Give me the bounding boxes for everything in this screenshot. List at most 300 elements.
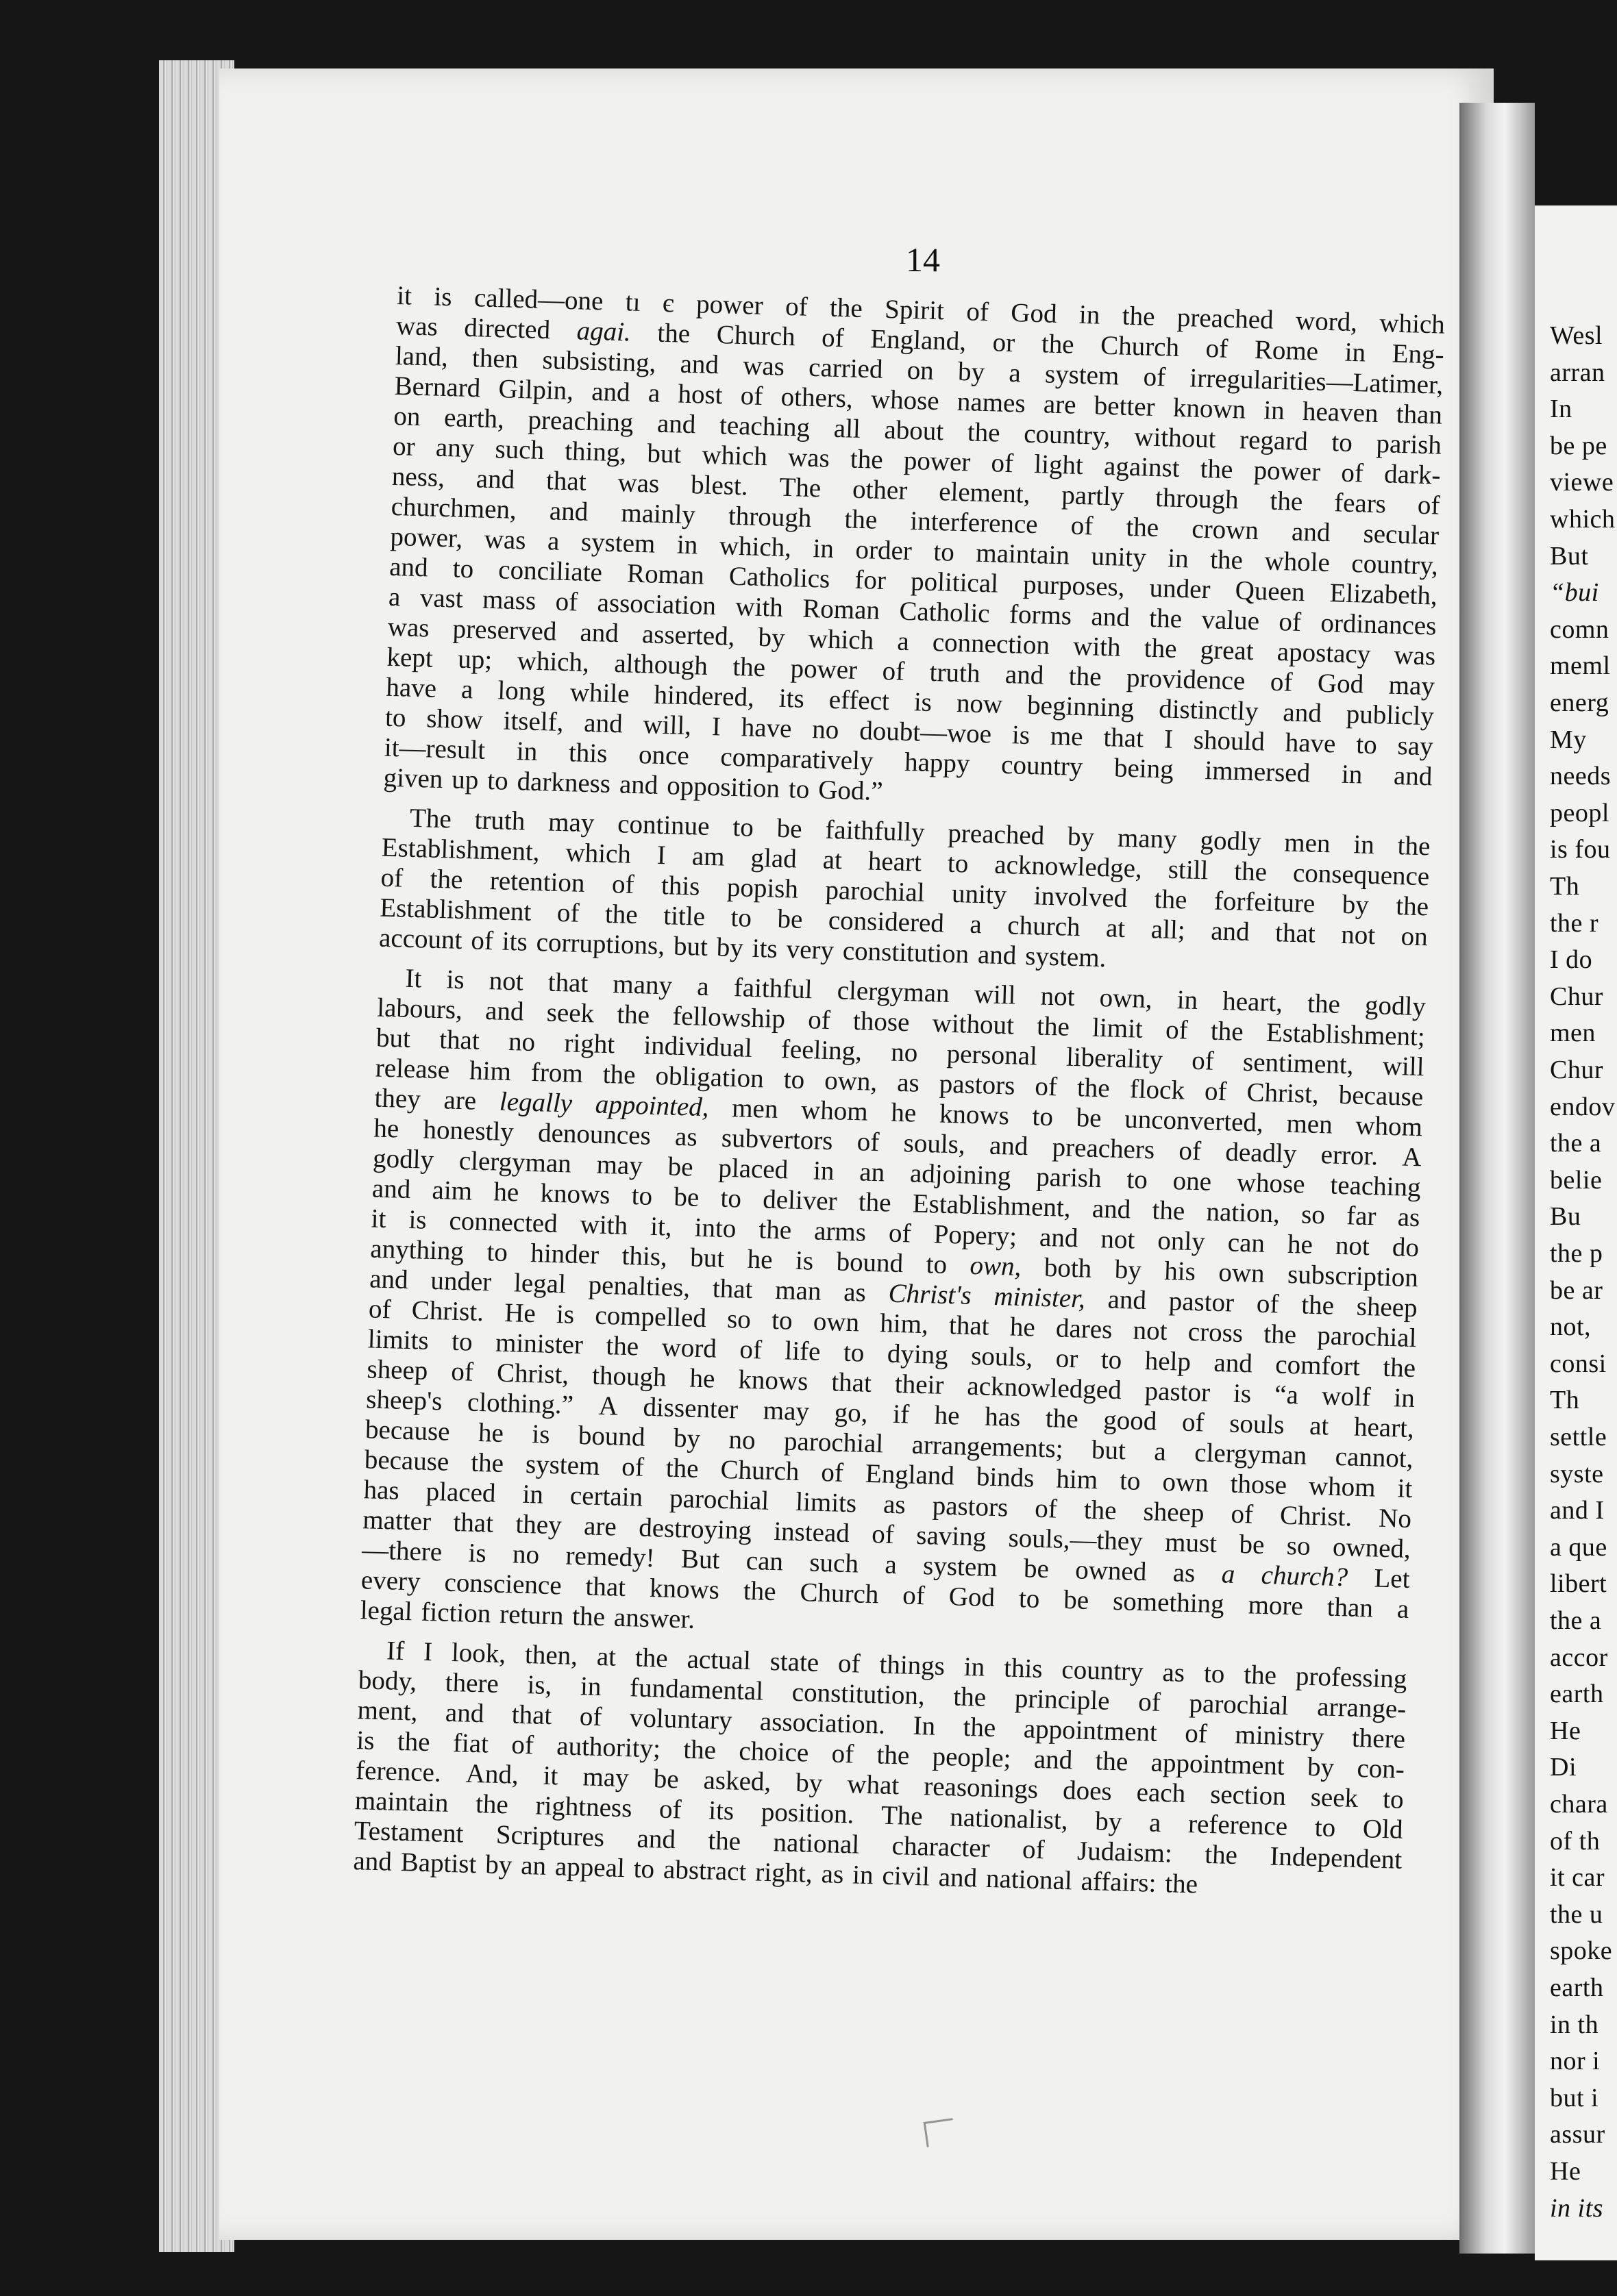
word: the [1164, 1869, 1198, 1899]
word: appointed, [595, 1089, 710, 1123]
word: of [1034, 1071, 1058, 1102]
word: Catholics [728, 561, 830, 594]
word: country, [1350, 549, 1439, 581]
word: he [1287, 1229, 1313, 1260]
word: the [967, 417, 1001, 448]
word: at [822, 845, 843, 875]
word: own, [824, 1065, 878, 1097]
facing-page-fragment: needs [1550, 762, 1612, 791]
facing-page-fragment: Chur [1550, 1056, 1603, 1084]
word: The [880, 1800, 924, 1832]
word: error. [1320, 1140, 1379, 1171]
word: a [1396, 1594, 1409, 1624]
word: because [365, 1414, 451, 1447]
word: If [386, 1636, 405, 1667]
word: comfort [1274, 1349, 1361, 1382]
word: not [1133, 1315, 1168, 1346]
word: owned, [1332, 1532, 1411, 1564]
word: the [952, 1682, 987, 1712]
facing-page-fragment: Bu [1550, 1202, 1581, 1232]
word: truth [929, 657, 981, 688]
word: and [1004, 659, 1044, 690]
facing-page-fragment: is fou [1550, 835, 1611, 864]
word: no [890, 1037, 918, 1068]
word: the [758, 1214, 792, 1245]
word: is [913, 687, 933, 718]
facing-page-fragment: be pe [1550, 431, 1607, 460]
word: of [368, 1294, 392, 1325]
word: Spirit [884, 294, 945, 326]
word: power [903, 445, 971, 477]
word: pastor [1144, 1376, 1211, 1408]
word: to [486, 765, 509, 796]
word: popish [726, 872, 799, 904]
word: the [1152, 1195, 1185, 1226]
word: and [1107, 1284, 1147, 1316]
facing-page-fragment: Wesl [1550, 321, 1603, 350]
word: it [396, 281, 412, 311]
word: to [732, 812, 754, 843]
word: show [425, 703, 484, 735]
word: is [556, 1299, 575, 1330]
word: so [1300, 1199, 1326, 1230]
word: may [763, 1395, 810, 1427]
word: dark- [1383, 459, 1442, 490]
word: and [352, 1846, 393, 1877]
word: up [451, 764, 479, 795]
word: at [596, 1641, 617, 1672]
word: things [879, 1649, 946, 1682]
word: both [1044, 1252, 1092, 1284]
word: him [1055, 1464, 1098, 1495]
word: the [743, 1575, 777, 1607]
facing-page-fragment: assur [1550, 2120, 1605, 2149]
word: Church [799, 1577, 879, 1610]
word: called—one [473, 283, 604, 316]
facing-page-fragment: comn [1550, 614, 1609, 644]
word: tı [625, 287, 641, 317]
facing-page-fragment: it car [1550, 1863, 1605, 1893]
word: of [1137, 1687, 1161, 1717]
word: Judaism: [1076, 1836, 1173, 1869]
word: a [969, 909, 983, 940]
word: to [384, 702, 407, 733]
word: be [1023, 1553, 1050, 1584]
word: limits [367, 1324, 430, 1356]
word: this [661, 871, 701, 901]
word: or [1055, 1343, 1078, 1374]
word: host [677, 379, 724, 410]
word: and [938, 1862, 978, 1893]
facing-page-fragment: I do [1550, 945, 1593, 975]
word: the [1122, 301, 1156, 332]
word: look, [451, 1637, 506, 1669]
word: system [922, 1551, 998, 1583]
word: hindered, [654, 679, 755, 712]
word: not [1100, 1224, 1135, 1255]
word: thing, [564, 436, 627, 468]
word: by [1307, 1751, 1335, 1783]
word: it [371, 1203, 387, 1234]
word: matter [362, 1505, 432, 1537]
word: are [1043, 389, 1077, 420]
word: of [470, 925, 494, 956]
word: and [484, 996, 525, 1027]
word: penalties, [588, 1270, 691, 1303]
word: to [788, 774, 810, 805]
word: the [1154, 884, 1188, 915]
paragraph [353, 1635, 1407, 1906]
word: hinder [530, 1238, 600, 1270]
word: He [504, 1297, 536, 1329]
word: is [356, 1725, 375, 1756]
word: the [475, 1789, 509, 1820]
word: compelled [594, 1300, 707, 1334]
word: its [778, 683, 805, 714]
word: saving [915, 1520, 987, 1552]
word: in [1341, 759, 1363, 790]
word: in [1176, 985, 1198, 1016]
word: Church [1100, 330, 1180, 362]
facing-page-fragment: peopl [1550, 798, 1609, 827]
word: system [580, 527, 656, 559]
word: parish [1035, 1162, 1102, 1194]
word: civil [881, 1860, 930, 1892]
word: may [582, 1762, 630, 1793]
word: publicly [1346, 699, 1435, 732]
word: is [445, 964, 465, 995]
word: and [591, 376, 631, 408]
facing-page-fragment: not, [1550, 1312, 1592, 1342]
word: mass [482, 584, 536, 616]
word: its [752, 933, 778, 964]
word: in [1078, 299, 1100, 330]
word: does [1062, 1775, 1113, 1806]
word: at [1309, 1410, 1329, 1441]
word: no [512, 1539, 540, 1570]
word: but [689, 1243, 725, 1273]
word: the [1045, 1403, 1079, 1434]
word: that [547, 967, 589, 999]
word: regard [1239, 425, 1309, 457]
word: system [525, 1449, 600, 1481]
facing-page-fragment: earth [1550, 1680, 1604, 1709]
word: on [906, 355, 935, 386]
word: in [813, 1156, 835, 1186]
word: own [813, 1306, 860, 1338]
word: on [1400, 921, 1429, 952]
word: association. [759, 1706, 886, 1740]
word: a [896, 626, 910, 657]
word: limit [1091, 1012, 1144, 1044]
word: to [933, 537, 955, 567]
word: system [1044, 359, 1120, 391]
word: of [1184, 1718, 1208, 1749]
word: forfeiture [1213, 886, 1316, 919]
word: against [1103, 451, 1181, 483]
word: he [689, 1363, 716, 1394]
word: and [388, 551, 429, 583]
word: clergyman [837, 975, 950, 1008]
word: kept [386, 642, 434, 673]
facing-page-fragment: meml [1550, 651, 1611, 681]
facing-page-fragment: viewe [1550, 468, 1614, 497]
word: not [489, 966, 524, 997]
word: Roman [802, 593, 880, 625]
word: power, [389, 521, 463, 553]
book-gutter [1459, 103, 1535, 2254]
word: it—result [384, 732, 486, 765]
word: affairs: [1081, 1866, 1157, 1898]
word: clergyman [1194, 1438, 1307, 1471]
word: subscription [1287, 1259, 1419, 1293]
body-text [353, 281, 1445, 1906]
word: connection [932, 627, 1050, 660]
word: Christ, [496, 1358, 569, 1390]
word: minister [495, 1327, 584, 1360]
word: godly [1200, 825, 1262, 857]
word: remedy! [565, 1540, 656, 1573]
word: no [811, 714, 839, 745]
word: of [1034, 1493, 1058, 1524]
facing-page-fragment: which [1550, 505, 1616, 534]
word: right, [754, 1857, 813, 1888]
word: and [583, 708, 624, 739]
word: without [932, 1008, 1015, 1040]
word: Catholic [898, 596, 991, 629]
facing-page-fragment: chara [1550, 1790, 1608, 1819]
word: a [460, 674, 474, 705]
word: order [855, 534, 913, 566]
word: the [397, 1726, 431, 1758]
word: by [716, 932, 744, 963]
word: Testament [354, 1816, 465, 1849]
word: and [637, 1823, 676, 1855]
word: may [596, 1149, 643, 1181]
word: by [1067, 821, 1095, 852]
word: those [1230, 1469, 1287, 1500]
word: constitution [842, 936, 970, 969]
word: distinctly [1158, 694, 1259, 727]
word: parochial [783, 1426, 884, 1459]
word: of [1256, 1288, 1280, 1319]
word: In [913, 1710, 936, 1741]
word: something [1112, 1586, 1225, 1619]
word: ment, [357, 1695, 419, 1727]
word: deadly [1224, 1137, 1297, 1169]
word: no [508, 1026, 536, 1058]
word: under [1149, 573, 1211, 605]
word: faithfully [824, 814, 926, 847]
word: the [850, 444, 884, 475]
facing-page-fragment: But [1550, 541, 1589, 571]
word: an [859, 1157, 885, 1188]
word: the [1300, 1290, 1335, 1321]
word: association [597, 588, 717, 621]
word: return [499, 1599, 565, 1631]
word: word, [1295, 305, 1358, 338]
word: have [1285, 727, 1336, 759]
word: liberality [1065, 1042, 1163, 1075]
word: parochial [1188, 1688, 1289, 1721]
word: though [591, 1360, 667, 1393]
word: the [1395, 891, 1429, 922]
word: agai. [576, 316, 632, 347]
word: ministry [1234, 1719, 1325, 1752]
word: to [947, 848, 969, 879]
word: the [1144, 633, 1178, 664]
word: he [1009, 1312, 1036, 1343]
word: God [1317, 668, 1364, 699]
word: darkness [517, 766, 611, 799]
word: unity [951, 878, 1007, 910]
word: appointment [1023, 1714, 1158, 1747]
word: maintain [354, 1786, 449, 1818]
word: to [843, 1337, 865, 1368]
word: and [1213, 1347, 1253, 1379]
facing-page-fragment: energ [1550, 688, 1609, 717]
word: preachers [1052, 1132, 1155, 1165]
word: it [543, 1760, 559, 1791]
word: be [1063, 1584, 1089, 1615]
word: that [1102, 723, 1144, 753]
word: aim [432, 1175, 473, 1206]
word: long [497, 675, 546, 707]
word: to [783, 1064, 805, 1095]
word: and [1393, 760, 1433, 792]
word: happy [904, 747, 971, 779]
word: irregularities—Latimer, [1189, 363, 1444, 400]
word: to [1314, 1812, 1336, 1843]
word: the [1307, 988, 1341, 1019]
word: more [1248, 1590, 1304, 1621]
word: pastors [932, 1490, 1009, 1523]
word: seek [546, 997, 595, 1029]
word: to [1100, 1345, 1122, 1375]
word: maintain [975, 538, 1070, 571]
word: ordinances [1320, 608, 1437, 641]
word: any [435, 432, 475, 464]
word: God [948, 1582, 996, 1613]
word: arms [813, 1216, 867, 1247]
word: providence [1126, 662, 1246, 696]
word: the [1243, 1660, 1277, 1690]
word: Gilpin, [498, 374, 574, 406]
word: being [1113, 753, 1174, 784]
word: preaching [528, 405, 634, 438]
word: a [1148, 1808, 1161, 1838]
word: have [385, 672, 437, 703]
facing-page-fragment: the a [1550, 1606, 1602, 1635]
word: is [433, 282, 453, 312]
word: to [452, 553, 474, 584]
word: choice [738, 1736, 809, 1768]
word: and [1033, 1744, 1073, 1775]
word: legally [499, 1086, 573, 1119]
word: those [852, 1006, 911, 1038]
word: knows [737, 1364, 808, 1397]
word: placed [425, 1476, 497, 1508]
word: doubt—woe [859, 716, 992, 749]
word: the [1263, 1319, 1297, 1350]
word: of [555, 586, 578, 617]
word: what [846, 1769, 900, 1801]
word: is [531, 1419, 551, 1449]
facing-page-fragment: syste [1550, 1459, 1604, 1488]
word: Christ's [888, 1278, 972, 1310]
word: souls,—they [1008, 1523, 1144, 1557]
word: should [1193, 725, 1266, 757]
word: professing [1295, 1661, 1407, 1694]
word: land, [395, 340, 449, 373]
word: clergyman [458, 1146, 572, 1179]
word: Rome [1254, 334, 1319, 366]
word: because [1338, 1080, 1424, 1112]
word: godly [1364, 990, 1427, 1022]
word: of [871, 1519, 895, 1549]
word: the [1210, 1016, 1244, 1047]
word: in [852, 1860, 874, 1891]
word: not [1040, 981, 1076, 1012]
word: to [1126, 1164, 1148, 1195]
word: only [1157, 1225, 1206, 1257]
word: whom [1355, 1110, 1423, 1143]
word: parochial [824, 875, 926, 908]
facing-page-fragment: Di [1550, 1753, 1577, 1782]
word: Independent [1269, 1841, 1403, 1875]
word: parish [1375, 428, 1442, 460]
word: of [1181, 1407, 1205, 1438]
word: must [1164, 1527, 1218, 1559]
word: Establishment; [1266, 1017, 1426, 1052]
word: which [701, 440, 768, 472]
word: and [1282, 697, 1322, 728]
word: by [484, 1849, 513, 1880]
word: of [882, 656, 905, 686]
word: whole [1264, 546, 1331, 578]
word: bound [836, 1247, 904, 1279]
word: The [779, 472, 822, 503]
word: of [1270, 666, 1294, 697]
facing-page-fragment: Th [1550, 872, 1580, 901]
word: in [1344, 337, 1366, 368]
facing-page-fragment: arran [1550, 358, 1605, 387]
word: to [771, 1305, 793, 1336]
word: sheep [1356, 1291, 1418, 1323]
word: own, [1099, 983, 1153, 1014]
word: beginning [1026, 690, 1135, 723]
word: of [1205, 333, 1229, 364]
word: with [1072, 631, 1122, 662]
word: wolf [1321, 1381, 1372, 1412]
word: of [1204, 1076, 1228, 1107]
word: but [375, 1023, 411, 1053]
word: the [1125, 512, 1159, 543]
word: as [1397, 1202, 1420, 1233]
word: to [633, 1854, 655, 1884]
word: the [470, 1447, 504, 1478]
word: owned [1074, 1555, 1147, 1587]
word: constitution, [791, 1677, 926, 1711]
word: a [547, 526, 560, 556]
word: abstract [663, 1854, 747, 1887]
word: Church [720, 1454, 800, 1487]
facing-page-fragment: spoke [1550, 1936, 1613, 1966]
word: as [1161, 1657, 1185, 1688]
word: I [423, 1636, 433, 1667]
word: flock [1129, 1074, 1185, 1106]
word: carried [808, 352, 884, 384]
